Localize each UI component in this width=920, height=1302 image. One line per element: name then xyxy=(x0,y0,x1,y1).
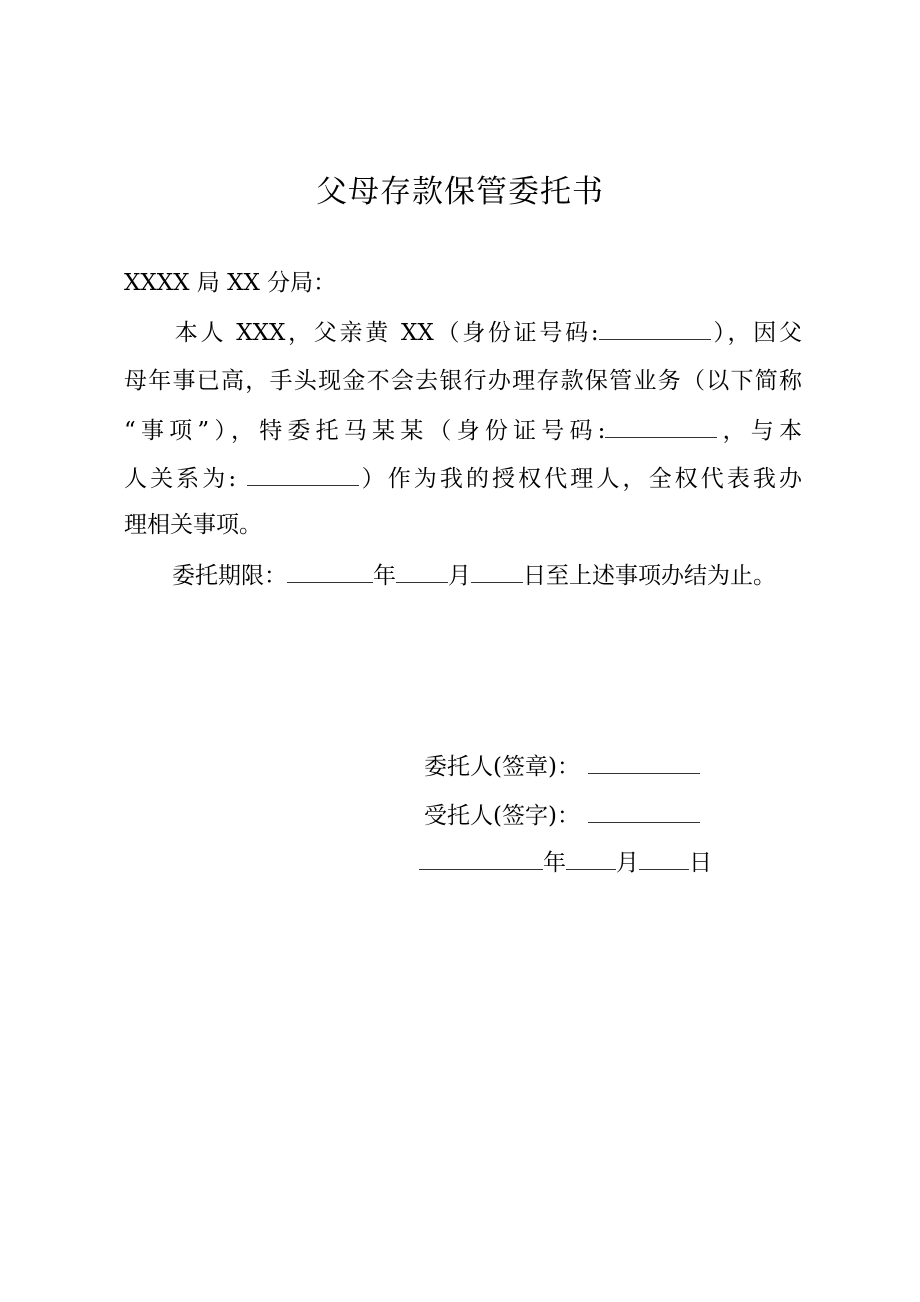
principal-blank xyxy=(588,751,700,774)
agent-id-blank xyxy=(605,415,717,438)
relationship-blank xyxy=(247,463,359,486)
body-text: 人关系为: xyxy=(124,466,237,492)
period-tail: 日至上述事项办结为止。 xyxy=(523,563,776,589)
body-line-5: 理相关事项。 xyxy=(124,512,262,538)
sign-month-label: 月 xyxy=(616,850,639,876)
period-day-blank xyxy=(471,560,523,583)
period-year-label: 年 xyxy=(373,563,396,589)
salutation: XXXX 局 XX 分局： xyxy=(124,270,337,296)
body-line-1 xyxy=(124,317,802,348)
document-title: 父母存款保管委托书 xyxy=(316,174,604,210)
sign-day-label: 日 xyxy=(689,850,712,876)
body-text: “事项”），特委托马某某（身份证号码: xyxy=(124,418,606,444)
body-text: ）作为我的授权代理人，全权代表我办 xyxy=(358,466,803,492)
principal-signature xyxy=(424,751,700,782)
body-text: 本人 XXX，父亲黄 XX（身份证号码: xyxy=(172,320,599,346)
body-line-2: 母年事已高，手头现金不会去银行办理存款保管业务（以下简称 xyxy=(124,368,802,394)
period-month-label: 月 xyxy=(448,563,471,589)
sign-day-blank xyxy=(639,847,689,870)
agent-label: 受托人(签字)： xyxy=(424,803,580,829)
id-number-blank xyxy=(599,317,711,340)
sign-year-blank xyxy=(419,847,543,870)
period-month-blank xyxy=(396,560,448,583)
period-label: 委托期限： xyxy=(172,563,287,589)
body-line-3 xyxy=(124,415,802,446)
sign-year-label: 年 xyxy=(543,850,566,876)
period-year-blank xyxy=(287,560,373,583)
period-line xyxy=(172,560,776,591)
signature-date xyxy=(419,847,712,878)
agent-signature xyxy=(424,800,700,831)
body-text: ，与本 xyxy=(717,418,803,444)
body-text: ），因父 xyxy=(710,320,802,346)
sign-month-blank xyxy=(566,847,616,870)
body-line-4 xyxy=(124,463,802,494)
principal-label: 委托人(签章)： xyxy=(424,754,580,780)
agent-blank xyxy=(588,800,700,823)
